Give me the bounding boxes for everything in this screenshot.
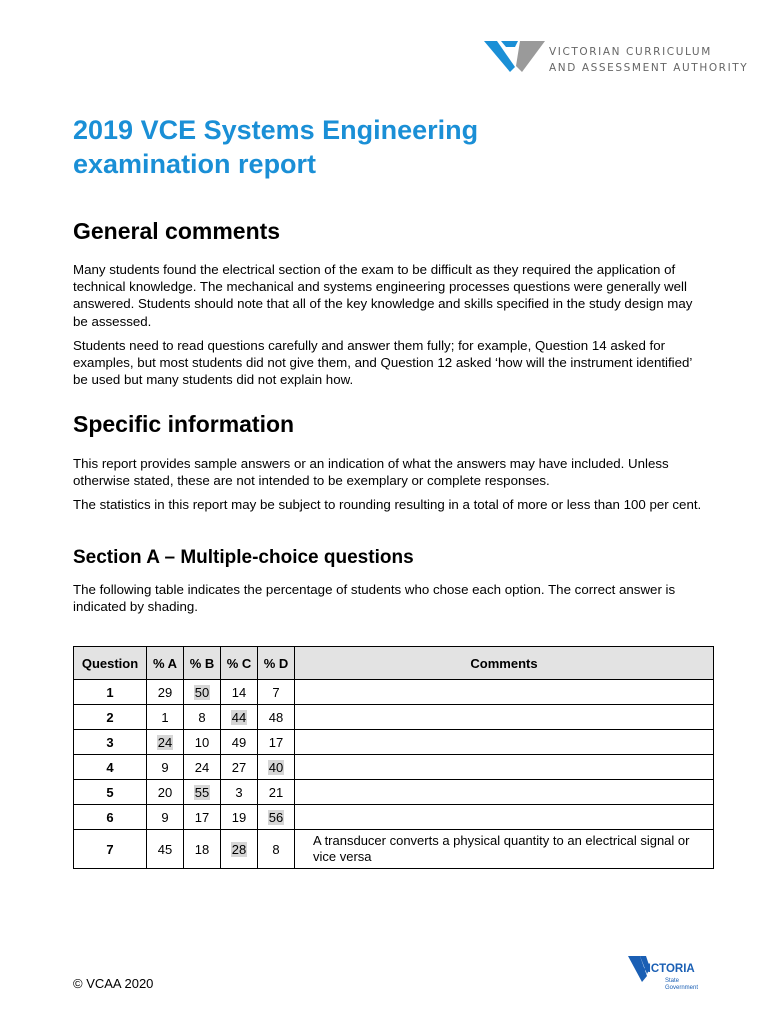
percent-b-correct [184,780,221,805]
multiple-choice-table [73,646,714,869]
question-number: 4 [74,755,147,780]
victoria-logo-wordmark: VICTORIA [640,963,695,975]
correct-answer-shading: 44 [231,709,247,725]
question-number: 1 [74,680,147,705]
victoria-logo-state: State [665,978,680,984]
comment-cell: A transducer converts a physical quantity to an electrical signal or vice versa [295,830,714,869]
percent-d: 21 [258,780,295,805]
correct-answer-shading: 55 [194,784,210,800]
percent-d: 7 [258,680,295,705]
percent-a: 20 [147,780,184,805]
general-comments-paragraph-2: Students need to read questions carefully and answer them fully; for example, Question 14 asked for examples, but most students did not give them, and Question 12 asked ‘how will the instrument identified’ be used but many students did not explain how. [73,338,692,388]
correct-answer-shading: 50 [194,684,210,700]
victoria-logo-icon [626,952,706,996]
comment-cell [295,680,714,705]
percent-d: 17 [258,730,295,755]
percent-c: 14 [221,680,258,705]
victoria-state-government-logo [626,952,706,996]
vcaa-logo-line2: AND ASSESSMENT AUTHORITY [549,62,749,74]
table-row [74,830,714,869]
table-row [74,730,714,755]
victoria-logo-government: Government [665,985,699,991]
percent-b-correct [184,680,221,705]
percent-d: 8 [258,830,295,869]
general-comments-heading: General comments [73,218,281,244]
percent-a: 29 [147,680,184,705]
percent-d-correct [258,805,295,830]
correct-answer-shading: 40 [268,759,284,775]
section-a-intro: The following table indicates the percentage of students who chose each option. The correct answer is indicated by shading. [73,582,676,615]
percent-b: 8 [184,705,221,730]
table-row [74,705,714,730]
question-number: 7 [74,830,147,869]
table-header-row [74,647,714,680]
correct-answer-shading: 56 [268,809,284,825]
report-title-line2: examination report [73,149,317,179]
percent-c: 27 [221,755,258,780]
vcaa-logo-icon [484,38,546,74]
percent-c: 3 [221,780,258,805]
comment-cell [295,780,714,805]
report-title [73,113,478,181]
header-comments: Comments [295,647,714,680]
percent-a: 9 [147,805,184,830]
percent-d-correct [258,755,295,780]
percent-a: 9 [147,755,184,780]
specific-information-paragraph-2: The statistics in this report may be subject to rounding resulting in a total of more or less than 100 per cent. [73,497,702,512]
question-number: 6 [74,805,147,830]
correct-answer-shading: 24 [157,734,173,750]
table-row [74,680,714,705]
vcaa-logo-text [549,44,748,76]
vcaa-logo [484,38,749,74]
header-question: Question [74,647,147,680]
percent-b: 18 [184,830,221,869]
specific-information-heading: Specific information [73,411,295,437]
percent-b: 24 [184,755,221,780]
section-a-heading: Section A – Multiple-choice questions [73,547,414,568]
table-row [74,755,714,780]
percent-c-correct [221,705,258,730]
header-b: % B [184,647,221,680]
question-number: 2 [74,705,147,730]
percent-c: 19 [221,805,258,830]
comment-cell [295,705,714,730]
table-row [74,805,714,830]
percent-c-correct [221,830,258,869]
comment-cell [295,730,714,755]
percent-d: 48 [258,705,295,730]
percent-b: 10 [184,730,221,755]
table-row [74,780,714,805]
percent-a-correct [147,730,184,755]
header-d: % D [258,647,295,680]
header-c: % C [221,647,258,680]
specific-information-paragraph-1: This report provides sample answers or an indication of what the answers may have included. Unless otherwise stated, these are not intended to be exemplary or complete responses. [73,456,669,489]
comment-cell [295,805,714,830]
percent-c: 49 [221,730,258,755]
correct-answer-shading: 28 [231,841,247,857]
percent-a: 45 [147,830,184,869]
vcaa-logo-line1: VICTORIAN CURRICULUM [549,46,712,58]
comment-cell [295,755,714,780]
report-title-line1: 2019 VCE Systems Engineering [73,115,479,145]
question-number: 5 [74,780,147,805]
question-number: 3 [74,730,147,755]
percent-a: 1 [147,705,184,730]
copyright-notice: © VCAA 2020 [73,976,154,991]
general-comments-paragraph-1: Many students found the electrical section of the exam to be difficult as they required the application of technical knowledge. The mechanical and systems engineering processes questions were generally well answered. Students should note that all of the key knowledge and skills specified in the study design may be assessed. [73,262,693,329]
header-a: % A [147,647,184,680]
percent-b: 17 [184,805,221,830]
